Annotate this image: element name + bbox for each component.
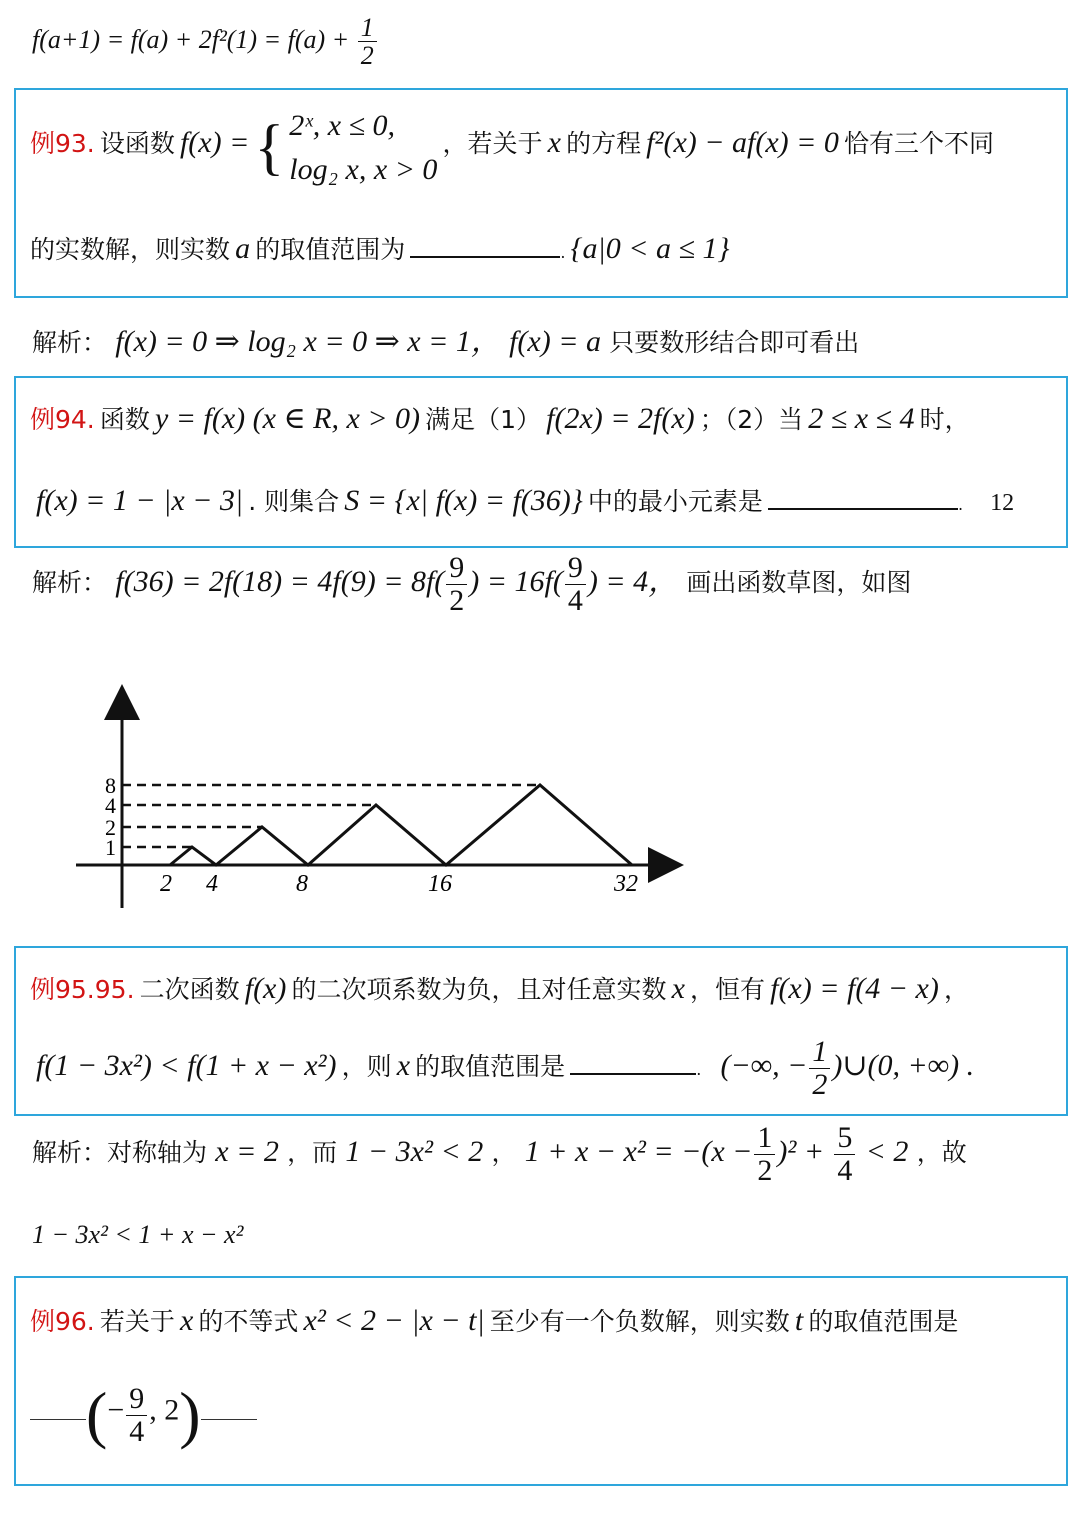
example-94-line1: 例94. 函数 y = f(x) (x ∈ R, x > 0) 满足（1） f(2x) = 2f(x) ；（2）当 2 ≤ x ≤ 4 时， <box>30 402 970 435</box>
example-95-box <box>14 946 1068 1116</box>
y-tick-label: 1 <box>105 835 116 860</box>
example-93-line2: 的实数解，则实数 a 的取值范围为 . {a|0 < a ≤ 1} <box>30 232 730 265</box>
answer-blank <box>570 1072 696 1075</box>
example-95-line2: f(1 − 3x²) < f(1 + x − x²) ，则 x 的取值范围是 . (−∞, − $\frac{1}{2}$ )∪(0, +∞) . <box>36 1035 975 1101</box>
solution-94: 解析： f(36) = 2f(18) = 4f(9) = 8f( $\frac{9}{2}$ ) = 16f( $\frac{9}{4}$ ) = 4， 画出函数草图，如图 <box>32 551 912 617</box>
x-tick-label: 8 <box>296 871 308 897</box>
y-tick-label: 8 <box>105 773 116 798</box>
solution-95-line2: 1 − 3x² < 1 + x − x² <box>32 1220 244 1249</box>
example-96-box <box>14 1276 1068 1486</box>
example-94-line2: f(x) = 1 − |x − 3| . 则集合 S = {x| f(x) = f(36)} 中的最小元素是 . 12 <box>36 484 1015 517</box>
case-brace: { <box>254 113 285 182</box>
example-93-line1: 例93. 设函数 f(x) = { 2ˣ, x ≤ 0, log₂ x, x > 0 ，若关于 x 的方程 f²(x) − af(x) = 0 恰有三个不同 <box>30 104 994 191</box>
solution-95: 解析：对称轴为 x = 2 ，而 1 − 3x² < 2 ， 1 + x − x² = −(x − $\frac{1}{2}$ )² + $\frac{5}{4}$ < 2 ，故 <box>32 1121 967 1187</box>
x-tick-label: 4 <box>206 871 218 897</box>
answer-94: 12 <box>990 490 1015 516</box>
y-tick-label: 4 <box>105 793 116 818</box>
function-sketch-graph <box>60 680 700 920</box>
y-tick-label: 2 <box>105 815 116 840</box>
top-formula: f(a+1) = f(a) + 2f²(1) = f(a) + $\frac{1}{2}$ <box>32 14 379 70</box>
answer-blank <box>410 255 560 258</box>
example-96-answer: (− $\frac{9}{4}$ , 2) <box>30 1378 257 1452</box>
example-95-line1: 例95.95. 二次函数 f(x) 的二次项系数为负，且对任意实数 x ，恒有 f(x) = f(4 − x) ， <box>30 972 969 1005</box>
solution-93: 解析： f(x) = 0 ⇒ log₂ x = 0 ⇒ x = 1， f(x) = a 只要数形结合即可看出 <box>32 325 860 358</box>
piecewise-cases: 2ˣ, x ≤ 0, log₂ x, x > 0 <box>289 109 438 186</box>
x-tick-label: 16 <box>428 871 452 897</box>
answer-95: (−∞, − $\frac{1}{2}$ )∪(0, +∞) . <box>720 1035 975 1101</box>
example-96-line1: 例96. 若关于 x 的不等式 x² < 2 − |x − t| 至少有一个负数解，则实数 t 的取值范围是 <box>30 1304 959 1337</box>
example-94-box <box>14 376 1068 548</box>
function-curve <box>170 785 632 865</box>
answer-93: {a|0 < a ≤ 1} <box>570 232 730 265</box>
example-93-box <box>14 88 1068 298</box>
x-tick-label: 2 <box>160 871 172 897</box>
answer-blank <box>768 507 958 510</box>
top-fraction: $\frac{1}{2}$ <box>358 14 377 70</box>
x-tick-label: 32 <box>614 871 638 897</box>
